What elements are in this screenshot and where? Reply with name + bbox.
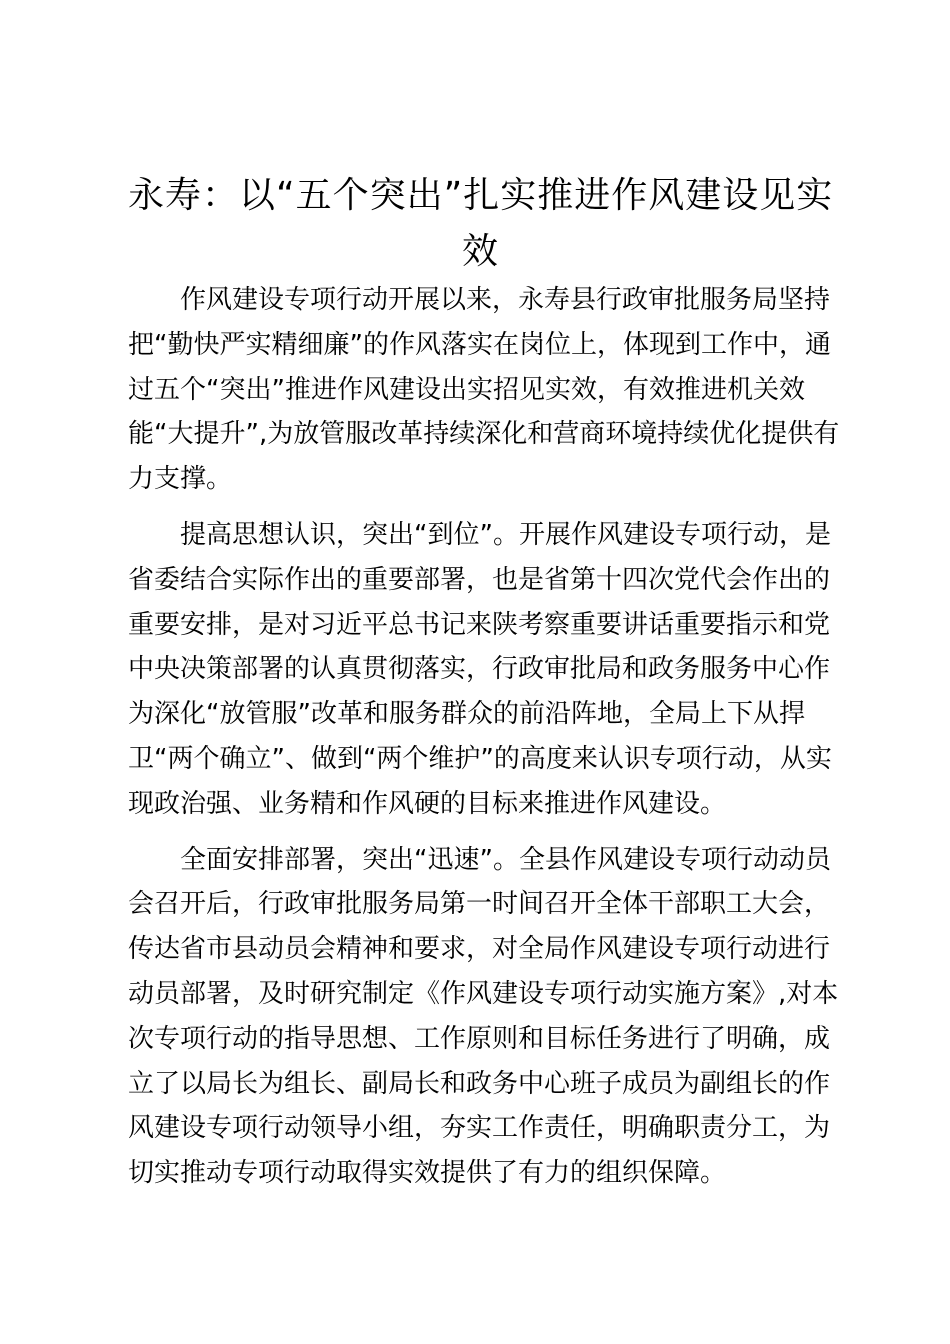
article-title bbox=[128, 168, 833, 280]
text-line: 动员部署，及时研究制定《作风建设专项行动实施方案》,对本 bbox=[128, 978, 839, 1009]
title-line: 永寿：以“五个突出”扎实推进作风建设见实 bbox=[128, 175, 834, 216]
text-line: 传达省市县动员会精神和要求，对全局作风建设专项行动进行 bbox=[128, 934, 831, 965]
text-line: 提高思想认识，突出“到位”。开展作风建设专项行动，是 bbox=[180, 519, 831, 550]
text-line: 立了以局长为组长、副局长和政务中心班子成员为副组长的作 bbox=[128, 1068, 831, 1099]
text-line: 过五个“突出”推进作风建设出实招见实效，有效推进机关效 bbox=[128, 374, 805, 405]
text-line: 风建设专项行动领导小组，夯实工作责任，明确职责分工，为 bbox=[128, 1113, 831, 1144]
text-line: 现政治强、业务精和作风硬的目标来推进作风建设。 bbox=[128, 788, 727, 819]
text-line: 全面安排部署，突出“迅速”。全县作风建设专项行动动员 bbox=[180, 844, 831, 875]
title-line: 效 bbox=[461, 231, 499, 272]
text-line: 作风建设专项行动开展以来，永寿县行政审批服务局坚持 bbox=[180, 285, 831, 315]
text-line: 把“勤快严实精细廉”的作风落实在岗位上，体现到工作中，通 bbox=[128, 329, 831, 360]
article-body bbox=[128, 278, 840, 1207]
text-line: 会召开后，行政审批服务局第一时间召开全体干部职工大会， bbox=[128, 889, 831, 920]
text-line: 能“大提升”,为放管服改革持续深化和营商环境持续优化提供有 bbox=[128, 419, 840, 450]
paragraph-deployment bbox=[128, 838, 839, 1196]
paragraph-thinking bbox=[128, 513, 832, 827]
text-line: 省委结合实际作出的重要部署，也是省第十四次党代会作出的 bbox=[128, 564, 831, 595]
text-line: 力支撑。 bbox=[128, 464, 233, 495]
text-line: 切实推动专项行动取得实效提供了有力的组织保障。 bbox=[128, 1158, 727, 1189]
text-line: 卫“两个确立”、做到“两个维护”的高度来认识专项行动，从实 bbox=[128, 743, 832, 774]
text-line: 中央决策部署的认真贯彻落实，行政审批局和政务服务中心作 bbox=[128, 654, 831, 685]
text-line: 为深化“放管服”改革和服务群众的前沿阵地，全局上下从捍 bbox=[128, 699, 805, 730]
text-line: 重要安排，是对习近平总书记来陕考察重要讲话重要指示和党 bbox=[128, 609, 831, 640]
text-line: 次专项行动的指导思想、工作原则和目标任务进行了明确，成 bbox=[128, 1023, 831, 1054]
paragraph-intro bbox=[128, 278, 840, 502]
